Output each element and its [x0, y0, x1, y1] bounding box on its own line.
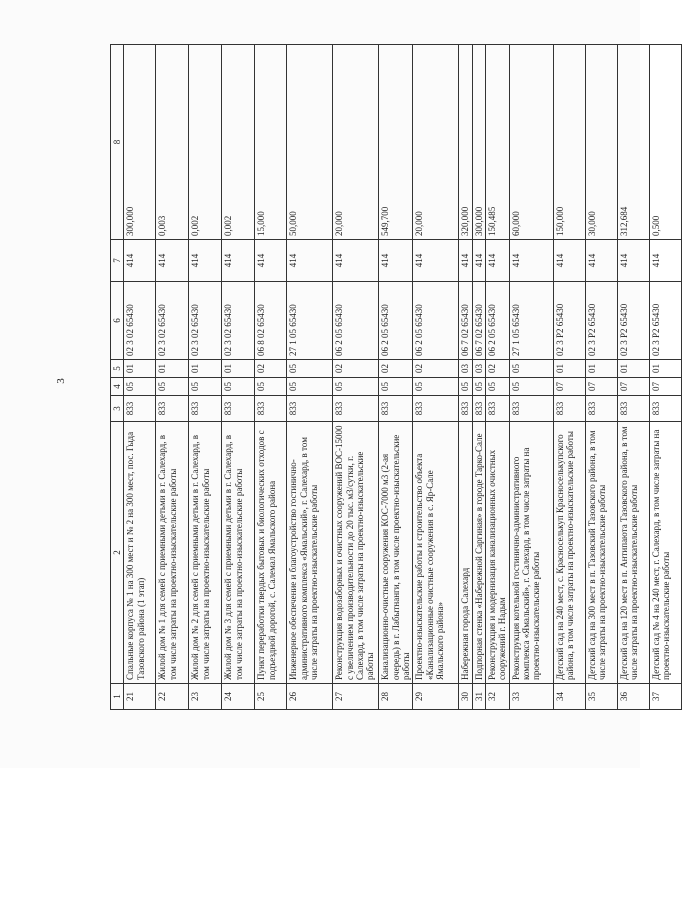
target-article-cell: 06 2 05 65430 [333, 282, 379, 360]
section-code-cell: 05 [509, 378, 553, 396]
table-row [124, 45, 156, 710]
ministry-code-cell: 833 [459, 396, 472, 422]
rotated-table-container [110, 45, 672, 710]
section-code-cell: 05 [486, 378, 510, 396]
ministry-code-cell: 833 [124, 396, 156, 422]
object-name-cell: Реконструкция и модернизация канализационных очистных сооружений г. Надым [486, 422, 510, 684]
row-number-cell: 32 [486, 684, 510, 710]
table-row [156, 45, 189, 710]
target-article-cell: 06 7 02 65430 [459, 282, 472, 360]
section-code-cell: 05 [156, 378, 189, 396]
object-name-cell: Жилой дом № 2 для семей с приемными детьми в г. Салехард, в том числе затраты на проектно-изыскательские работы [189, 422, 222, 684]
table-row [189, 45, 222, 710]
expense-type-cell: 414 [287, 240, 333, 282]
amount-cell: 300,000 [124, 45, 156, 240]
table-row [413, 45, 459, 710]
target-article-cell: 02 3 Р2 65430 [553, 282, 585, 360]
expense-type-cell: 414 [617, 240, 649, 282]
amount-cell: 15,000 [255, 45, 287, 240]
header-cell: 8 [111, 45, 124, 240]
target-article-cell: 02 3 Р2 65430 [649, 282, 681, 360]
amount-cell: 312,684 [617, 45, 649, 240]
subsection-code-cell: 02 [379, 360, 413, 378]
target-article-cell: 02 3 02 65430 [156, 282, 189, 360]
ministry-code-cell: 833 [333, 396, 379, 422]
row-number-cell: 27 [333, 684, 379, 710]
object-name-cell: Жилой дом № 3 для семей с приемными детьми в г. Салехард, в том числе затраты на проектно-изыскательские работы [222, 422, 255, 684]
expense-type-cell: 414 [333, 240, 379, 282]
row-number-cell: 24 [222, 684, 255, 710]
section-code-cell: 05 [222, 378, 255, 396]
ministry-code-cell: 833 [553, 396, 585, 422]
object-name-cell: Детский сад № 4 на 240 мест, г. Салехард, в том числе затраты на проектно-изыскательские работы [649, 422, 681, 684]
section-code-cell: 05 [124, 378, 156, 396]
table-row [333, 45, 379, 710]
table-row [486, 45, 510, 710]
subsection-code-cell: 01 [617, 360, 649, 378]
row-number-cell: 35 [585, 684, 617, 710]
expense-type-cell: 414 [553, 240, 585, 282]
amount-cell: 20,000 [333, 45, 379, 240]
target-article-cell: 06 2 05 65430 [486, 282, 510, 360]
ministry-code-cell: 833 [509, 396, 553, 422]
row-number-cell: 26 [287, 684, 333, 710]
section-code-cell: 07 [617, 378, 649, 396]
target-article-cell: 06 8 02 65430 [255, 282, 287, 360]
header-cell: 5 [111, 360, 124, 378]
section-code-cell: 05 [459, 378, 472, 396]
section-code-cell: 07 [553, 378, 585, 396]
amount-cell: 0,003 [156, 45, 189, 240]
ministry-code-cell: 833 [287, 396, 333, 422]
amount-cell: 20,000 [413, 45, 459, 240]
object-name-cell: Подпорная стенка «Набережной Саргиная» в городе Тарко-Сале [472, 422, 485, 684]
subsection-code-cell: 01 [124, 360, 156, 378]
object-name-cell: Инженерное обеспечение и благоустройство гостинично-административного комплекса «Ямальский», г. Салехард, в том числе затраты на проектно-изыскательские работы [287, 422, 333, 684]
subsection-code-cell: 01 [553, 360, 585, 378]
ministry-code-cell: 833 [486, 396, 510, 422]
table-row [509, 45, 553, 710]
row-number-cell: 22 [156, 684, 189, 710]
table-row [255, 45, 287, 710]
expense-type-cell: 414 [189, 240, 222, 282]
ministry-code-cell: 833 [156, 396, 189, 422]
section-code-cell: 07 [649, 378, 681, 396]
row-number-cell: 21 [124, 684, 156, 710]
target-article-cell: 02 3 02 65430 [222, 282, 255, 360]
target-article-cell: 02 3 Р2 65430 [617, 282, 649, 360]
expense-type-cell: 414 [156, 240, 189, 282]
subsection-code-cell: 03 [459, 360, 472, 378]
table-row [585, 45, 617, 710]
amount-cell: 0,500 [649, 45, 681, 240]
row-number-cell: 37 [649, 684, 681, 710]
object-name-cell: Пункт переработки твердых бытовых и биологических отходов с подъездной дорогой, с. Салемал Ямальского района [255, 422, 287, 684]
object-name-cell: Реконструкция водозаборных и очистных сооружений ВОС-15000 с увеличением производительности до 20 тыс. м3/сутки, г. Салехард, в том числе затраты на проектно-изыскательские работы [333, 422, 379, 684]
expense-type-cell: 414 [124, 240, 156, 282]
object-name-cell: Спальные корпуса № 1 на 300 мест и № 2 на 300 мест, пос. Гыда Тазовского района (1 этап) [124, 422, 156, 684]
row-number-cell: 33 [509, 684, 553, 710]
object-name-cell: Проектно-изыскательские работы и строительство объекта «Канализационные очистные сооружения в с. Яр-Сале Ямальского района» [413, 422, 459, 684]
ministry-code-cell: 833 [222, 396, 255, 422]
row-number-cell: 34 [553, 684, 585, 710]
header-cell: 4 [111, 378, 124, 396]
table-row [617, 45, 649, 710]
subsection-code-cell: 05 [287, 360, 333, 378]
object-name-cell: Детский сад на 120 мест в п. Антипаюта Тазовского района, в том числе затраты на проектно-изыскательские работы [617, 422, 649, 684]
row-number-cell: 28 [379, 684, 413, 710]
section-code-cell: 05 [413, 378, 459, 396]
subsection-code-cell: 02 [333, 360, 379, 378]
header-row [111, 45, 124, 710]
header-cell: 6 [111, 282, 124, 360]
expense-type-cell: 414 [379, 240, 413, 282]
section-code-cell: 05 [379, 378, 413, 396]
target-article-cell: 27 1 05 65430 [287, 282, 333, 360]
row-number-cell: 25 [255, 684, 287, 710]
amount-cell: 30,000 [585, 45, 617, 240]
table-row [379, 45, 413, 710]
section-code-cell: 05 [472, 378, 485, 396]
subsection-code-cell: 02 [486, 360, 510, 378]
subsection-code-cell: 02 [255, 360, 287, 378]
ministry-code-cell: 833 [189, 396, 222, 422]
amount-cell: 150,000 [553, 45, 585, 240]
row-number-cell: 23 [189, 684, 222, 710]
subsection-code-cell: 01 [585, 360, 617, 378]
expense-type-cell: 414 [255, 240, 287, 282]
object-name-cell: Набережная города Салехард [459, 422, 472, 684]
object-name-cell: Жилой дом № 1 для семей с приемными детьми в г. Салехард, в том числе затраты на проектно-изыскательские работы [156, 422, 189, 684]
budget-table [110, 44, 682, 710]
expense-type-cell: 414 [472, 240, 485, 282]
section-code-cell: 05 [255, 378, 287, 396]
section-code-cell: 07 [585, 378, 617, 396]
target-article-cell: 06 2 05 65430 [379, 282, 413, 360]
expense-type-cell: 414 [585, 240, 617, 282]
page-number: 3 [54, 378, 67, 384]
amount-cell: 320,000 [459, 45, 472, 240]
expense-type-cell: 414 [486, 240, 510, 282]
object-name-cell: Реконструкция котельной гостинично-административного комплекса «Ямальский», г. Салехард, в том числе затраты на проектно-изыскательские работы [509, 422, 553, 684]
target-article-cell: 02 3 Р2 65430 [585, 282, 617, 360]
subsection-code-cell: 02 [413, 360, 459, 378]
subsection-code-cell: 01 [649, 360, 681, 378]
ministry-code-cell: 833 [413, 396, 459, 422]
expense-type-cell: 414 [413, 240, 459, 282]
expense-type-cell: 414 [459, 240, 472, 282]
expense-type-cell: 414 [649, 240, 681, 282]
section-code-cell: 05 [189, 378, 222, 396]
section-code-cell: 05 [287, 378, 333, 396]
row-number-cell: 31 [472, 684, 485, 710]
object-name-cell: Канализационно-очистные сооружения КОС-7000 м3 (2-ая очередь) в г. Лабытнанги, в том числе проектно-изыскательские работы [379, 422, 413, 684]
subsection-code-cell: 03 [472, 360, 485, 378]
amount-cell: 549,700 [379, 45, 413, 240]
expense-type-cell: 414 [509, 240, 553, 282]
header-cell: 3 [111, 396, 124, 422]
target-article-cell: 27 1 05 65430 [509, 282, 553, 360]
ministry-code-cell: 833 [379, 396, 413, 422]
ministry-code-cell: 833 [585, 396, 617, 422]
amount-cell: 300,000 [472, 45, 485, 240]
target-article-cell: 02 3 02 65430 [124, 282, 156, 360]
amount-cell: 0,002 [189, 45, 222, 240]
amount-cell: 60,000 [509, 45, 553, 240]
header-cell: 7 [111, 240, 124, 282]
subsection-code-cell: 05 [509, 360, 553, 378]
row-number-cell: 36 [617, 684, 649, 710]
table-row [553, 45, 585, 710]
object-name-cell: Детский сад на 240 мест, с. Красноселькуп Красноселькупского района, в том числе затраты на проектно-изыскательские работы [553, 422, 585, 684]
subsection-code-cell: 01 [156, 360, 189, 378]
table-row [649, 45, 681, 710]
object-name-cell: Детский сад на 300 мест в п. Тазовский Тазовского района, в том числе затраты на проектно-изыскательские работы [585, 422, 617, 684]
header-cell: 1 [111, 684, 124, 710]
table-row [472, 45, 485, 710]
row-number-cell: 30 [459, 684, 472, 710]
amount-cell: 0,002 [222, 45, 255, 240]
table-row [222, 45, 255, 710]
table-row [459, 45, 472, 710]
header-cell: 2 [111, 422, 124, 684]
subsection-code-cell: 01 [222, 360, 255, 378]
amount-cell: 150,485 [486, 45, 510, 240]
expense-type-cell: 414 [222, 240, 255, 282]
section-code-cell: 05 [333, 378, 379, 396]
target-article-cell: 06 2 05 65430 [413, 282, 459, 360]
ministry-code-cell: 833 [649, 396, 681, 422]
target-article-cell: 02 3 02 65430 [189, 282, 222, 360]
ministry-code-cell: 833 [617, 396, 649, 422]
table-body [124, 45, 681, 710]
ministry-code-cell: 833 [472, 396, 485, 422]
ministry-code-cell: 833 [255, 396, 287, 422]
amount-cell: 50,000 [287, 45, 333, 240]
target-article-cell: 06 7 02 65430 [472, 282, 485, 360]
table-row [287, 45, 333, 710]
subsection-code-cell: 01 [189, 360, 222, 378]
row-number-cell: 29 [413, 684, 459, 710]
